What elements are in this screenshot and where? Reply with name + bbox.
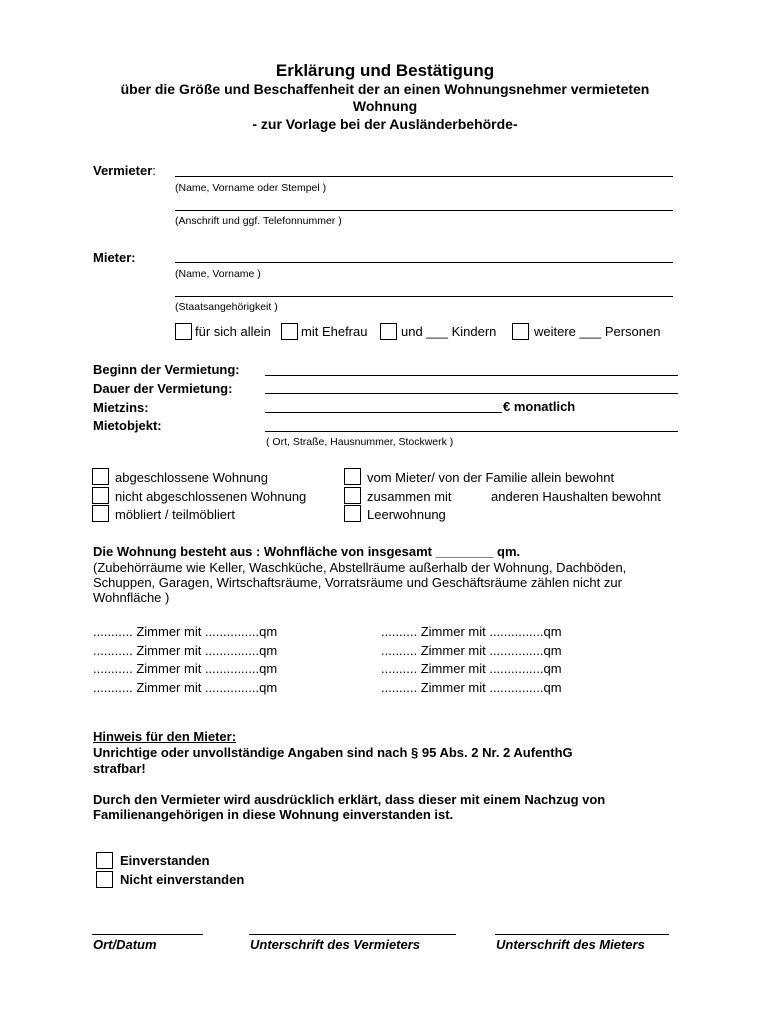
option-furnished-checkbox[interactable] (92, 505, 109, 522)
tenant-signature-input[interactable] (497, 918, 667, 932)
tenant-signature-line (495, 934, 669, 935)
rental-start-input[interactable] (267, 360, 676, 374)
vermieter-label: Vermieter: (93, 163, 156, 178)
landlord-signature-line (249, 934, 456, 935)
tenant-signature-label: Unterschrift des Mieters (496, 937, 645, 952)
living-area-note-line3: Wohnfläche ) (93, 590, 170, 605)
option-shared-checkbox[interactable] (344, 487, 361, 504)
mieter-nationality-hint: (Staatsangehörigkeit ) (175, 301, 278, 313)
place-date-label: Ort/Datum (93, 937, 157, 952)
option-closed-flat-checkbox[interactable] (92, 468, 109, 485)
rental-object-line (265, 431, 678, 432)
document-subtitle-line1: über die Größe und Beschaffenheit der an einen Wohnungsnehmer vermieteten (120, 81, 650, 97)
room-row-right-2: .......... Zimmer mit ...............qm (381, 643, 562, 658)
household-children-label: und ___ Kindern (401, 324, 497, 339)
notice-line1: Unrichtige oder unvollständige Angaben sind nach § 95 Abs. 2 Nr. 2 AufenthG (93, 745, 573, 760)
mieter-label: Mieter: (93, 250, 136, 265)
option-tenant-alone-label: vom Mieter/ von der Familie allein bewohnt (367, 470, 615, 485)
rent-input[interactable] (267, 397, 500, 411)
option-unfurnished-label: Leerwohnung (367, 507, 446, 522)
consent-agree-label: Einverstanden (120, 853, 210, 868)
consent-disagree-label: Nicht einverstanden (120, 872, 245, 887)
vermieter-address-input[interactable] (177, 196, 671, 210)
rent-line (265, 412, 502, 413)
notice-heading: Hinweis für den Mieter: (93, 729, 237, 744)
household-spouse-label: mit Ehefrau (301, 324, 368, 339)
rental-object-label: Mietobjekt: (93, 418, 162, 433)
household-others-label: weitere ___ Personen (534, 324, 661, 339)
living-area-heading: Die Wohnung besteht aus : Wohnfläche von insgesamt ________ qm. (93, 544, 521, 559)
place-date-input[interactable] (94, 918, 201, 932)
option-furnished-label: möbliert / teilmöbliert (115, 507, 235, 522)
vermieter-name-input[interactable] (177, 162, 671, 176)
rental-duration-input[interactable] (267, 378, 676, 392)
option-shared-label: zusammen mit (367, 489, 452, 504)
option-tenant-alone-checkbox[interactable] (344, 468, 361, 485)
room-row-left-2: ........... Zimmer mit ...............qm (93, 643, 278, 658)
room-row-right-1: .......... Zimmer mit ...............qm (381, 624, 562, 639)
declaration-line2: Familienangehörigen in diese Wohnung einverstanden ist. (93, 807, 454, 822)
rental-object-hint: ( Ort, Straße, Hausnummer, Stockwerk ) (266, 436, 454, 448)
place-date-line (92, 934, 203, 935)
household-alone-checkbox[interactable] (175, 323, 192, 340)
mieter-name-input[interactable] (177, 248, 671, 262)
vermieter-address-line (175, 210, 673, 211)
room-row-right-4: .......... Zimmer mit ...............qm (381, 680, 562, 695)
room-row-right-3: .......... Zimmer mit ...............qm (381, 661, 562, 676)
rent-label: Mietzins: (93, 400, 149, 415)
mieter-nationality-input[interactable] (177, 282, 671, 296)
document-subtitle-line3: - zur Vorlage bei der Ausländerbehörde- (252, 116, 518, 132)
option-unfurnished-checkbox[interactable] (344, 505, 361, 522)
living-area-note-line2: Schuppen, Garagen, Wirtschaftsräume, Vorratsräume und Geschäftsräume zählen nicht zur (93, 575, 622, 590)
option-open-flat-label: nicht abgeschlossenen Wohnung (115, 489, 307, 504)
rental-duration-line (265, 393, 678, 394)
rental-start-line (265, 375, 678, 376)
vermieter-address-hint: (Anschrift und ggf. Telefonnummer ) (175, 215, 342, 227)
rental-duration-label: Dauer der Vermietung: (93, 381, 233, 396)
mieter-name-hint: (Name, Vorname ) (175, 268, 261, 280)
notice-line2: strafbar! (93, 761, 146, 776)
vermieter-name-hint: (Name, Vorname oder Stempel ) (175, 182, 327, 194)
household-spouse-checkbox[interactable] (281, 323, 298, 340)
mieter-name-line (175, 262, 673, 263)
rental-object-input[interactable] (267, 416, 676, 430)
room-row-left-1: ........... Zimmer mit ...............qm (93, 624, 278, 639)
room-row-left-3: ........... Zimmer mit ...............qm (93, 661, 278, 676)
landlord-signature-input[interactable] (251, 918, 454, 932)
household-alone-label: für sich allein (195, 324, 271, 339)
document-title: Erklärung und Bestätigung (275, 61, 495, 80)
vermieter-name-line (175, 176, 673, 177)
option-open-flat-checkbox[interactable] (92, 487, 109, 504)
rent-suffix: € monatlich (503, 399, 576, 414)
landlord-signature-label: Unterschrift des Vermieters (250, 937, 421, 952)
household-others-checkbox[interactable] (512, 323, 529, 340)
household-children-checkbox[interactable] (380, 323, 397, 340)
room-row-left-4: ........... Zimmer mit ...............qm (93, 680, 278, 695)
option-shared-suffix: anderen Haushalten bewohnt (491, 489, 661, 504)
consent-disagree-checkbox[interactable] (96, 871, 113, 888)
document-subtitle-line2: Wohnung (352, 98, 418, 114)
declaration-line1: Durch den Vermieter wird ausdrücklich erklärt, dass dieser mit einem Nachzug von (93, 792, 606, 807)
consent-agree-checkbox[interactable] (96, 852, 113, 869)
living-area-note-line1: (Zubehörräume wie Keller, Waschküche, Abstellräume außerhalb der Wohnung, Dachböden, (93, 560, 627, 575)
rental-start-label: Beginn der Vermietung: (93, 362, 240, 377)
mieter-nationality-line (175, 296, 673, 297)
option-closed-flat-label: abgeschlossene Wohnung (115, 470, 268, 485)
